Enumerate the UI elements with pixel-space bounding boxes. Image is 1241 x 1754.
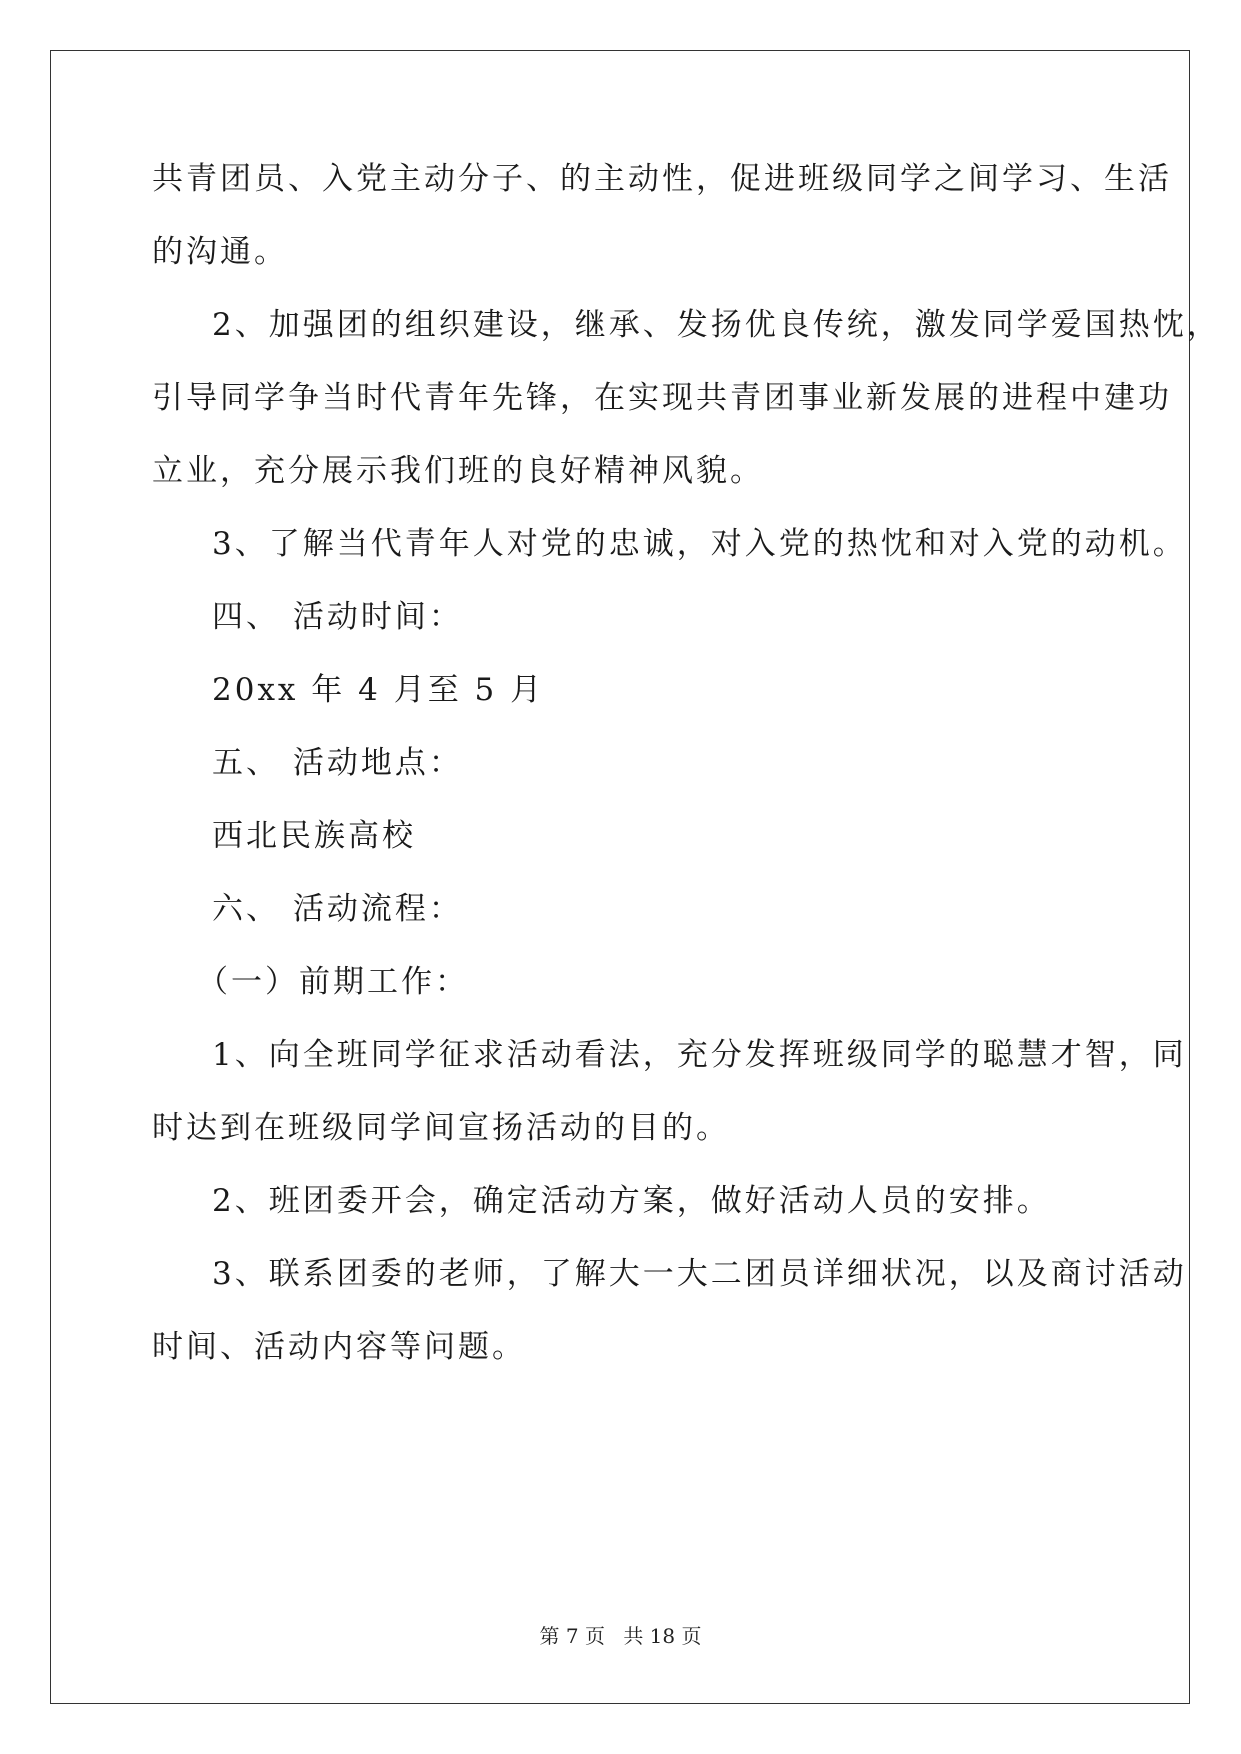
page-footer <box>0 1620 1241 1649</box>
page-number-current: 第 7 页 <box>539 1624 605 1648</box>
paragraph-line: 2、班团委开会，确定活动方案，做好活动人员的安排。 <box>212 1183 1051 1219</box>
section-heading: 六、 活动流程： <box>212 891 463 927</box>
paragraph-line: 立业，充分展示我们班的良好精神风貌。 <box>152 453 764 489</box>
paragraph-line: 的沟通。 <box>152 234 288 270</box>
subsection-heading: （一）前期工作： <box>197 964 469 1000</box>
paragraph-line: 引导同学争当时代青年先锋，在实现共青团事业新发展的进程中建功 <box>152 380 1172 416</box>
section-heading: 四、 活动时间： <box>212 599 463 635</box>
paragraph-line: 3、了解当代青年人对党的忠诚，对入党的热忱和对入党的动机。 <box>212 526 1187 562</box>
paragraph-line: 20xx 年 4 月至 5 月 <box>212 672 545 708</box>
paragraph-line: 时达到在班级同学间宣扬活动的目的。 <box>152 1110 730 1146</box>
page-number-total: 共 18 页 <box>623 1624 702 1648</box>
paragraph-line: 3、联系团委的老师，了解大一大二团员详细状况，以及商讨活动 <box>212 1256 1187 1292</box>
paragraph-line: 西北民族高校 <box>212 818 416 854</box>
paragraph-line: 2、加强团的组织建设，继承、发扬优良传统，激发同学爱国热忱， <box>212 307 1221 343</box>
paragraph-line: 时间、活动内容等问题。 <box>152 1329 526 1365</box>
paragraph-line: 共青团员、入党主动分子、的主动性，促进班级同学之间学习、生活 <box>152 161 1172 197</box>
section-heading: 五、 活动地点： <box>212 745 463 781</box>
paragraph-line: 1、向全班同学征求活动看法，充分发挥班级同学的聪慧才智，同 <box>212 1037 1187 1073</box>
